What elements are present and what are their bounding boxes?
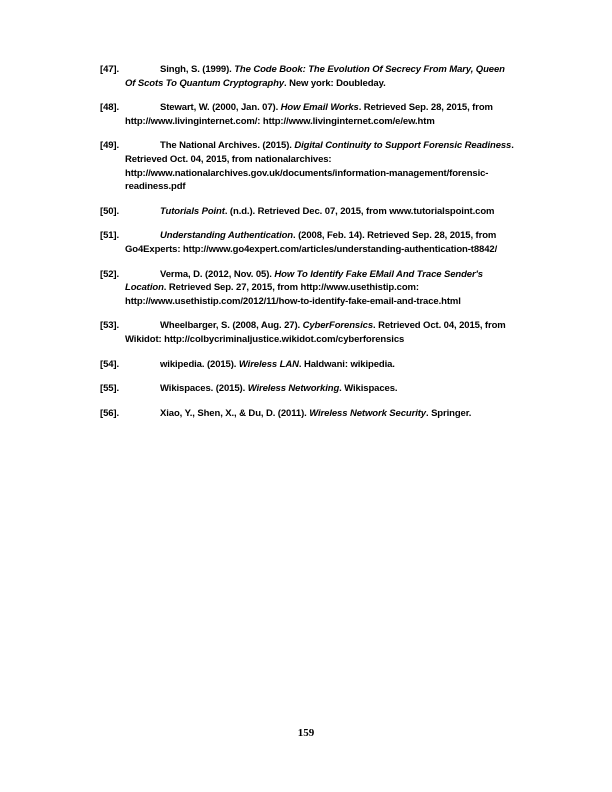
reference-title: The Code Book: The Evolution Of Secrecy From Mary, Queen Of Scots To Quantum Cryptography xyxy=(125,64,505,89)
reference-label: [48]. xyxy=(100,102,120,114)
reference-entry xyxy=(100,139,514,193)
reference-text: . Springer. xyxy=(425,407,472,419)
reference-entry xyxy=(100,205,514,219)
reference-text: Wikispaces. (2015). xyxy=(160,383,248,395)
reference-text: . Retrieved Sep. 28, 2015, from http://www.livinginternet.com/: http://www.livinginternet.com/e/ew.htm xyxy=(125,102,493,127)
reference-text: . (2008, Feb. 14). Retrieved Sep. 28, 2015, from Go4Experts: http://www.go4expert.com/articles/understanding-authentication-t8842/ xyxy=(125,230,498,255)
reference-text: . (n.d.). Retrieved Dec. 07, 2015, from www.tutorialspoint.com xyxy=(224,205,495,217)
reference-entry xyxy=(100,63,514,90)
reference-title: Understanding Authentication xyxy=(160,230,294,242)
reference-label: [55]. xyxy=(100,383,120,395)
reference-title: CyberForensics xyxy=(302,320,374,332)
reference-entry xyxy=(100,382,514,396)
reference-title: Tutorials Point xyxy=(160,205,225,217)
reference-text: . Retrieved Sep. 27, 2015, from http://www.usethistip.com: http://www.usethistip.com/2012/11/how-to-identify-fake-email-and-trace.html xyxy=(125,282,461,307)
reference-title: Wireless Networking xyxy=(247,383,340,395)
reference-title: How Email Works xyxy=(280,102,359,114)
reference-title: Wireless Network Security xyxy=(309,407,426,419)
reference-entry xyxy=(100,268,514,309)
reference-entry xyxy=(100,358,514,372)
reference-label: [54]. xyxy=(100,358,120,370)
reference-label: [51]. xyxy=(100,230,120,242)
reference-list xyxy=(100,63,514,431)
reference-text: Stewart, W. (2000, Jan. 07). xyxy=(160,102,281,114)
reference-text: . Haldwani: wikipedia. xyxy=(298,358,395,370)
reference-title: Wireless LAN xyxy=(238,358,299,370)
reference-text: Wheelbarger, S. (2008, Aug. 27). xyxy=(160,320,303,332)
reference-text: . Wikispaces. xyxy=(339,383,398,395)
reference-label: [53]. xyxy=(100,320,120,332)
reference-label: [52]. xyxy=(100,268,120,280)
page-number: 159 xyxy=(297,727,315,739)
reference-text: Xiao, Y., Shen, X., & Du, D. (2011). xyxy=(160,407,310,419)
reference-text: . New york: Doubleday. xyxy=(284,77,386,89)
reference-text: . Retrieved Oct. 04, 2015, from nationalarchives: http://www.nationalarchives.gov.uk/documents/information-management/forensic-readiness.pdf xyxy=(125,140,514,193)
reference-label: [56]. xyxy=(100,407,120,419)
reference-entry xyxy=(100,319,514,346)
reference-label: [49]. xyxy=(100,140,120,152)
reference-label: [47]. xyxy=(100,64,120,75)
reference-text: The National Archives. (2015). xyxy=(160,140,295,152)
reference-text: Singh, S. (1999). xyxy=(160,64,235,75)
reference-entry xyxy=(100,407,514,421)
reference-title: How To Identify Fake EMail And Trace Sender's Location xyxy=(125,268,483,294)
reference-entry xyxy=(100,101,514,128)
reference-text: . Retrieved Oct. 04, 2015, from Wikidot: http://colbycriminaljustice.wikidot.com/cyberforensics xyxy=(125,320,506,345)
reference-text: Verma, D. (2012, Nov. 05). xyxy=(160,268,275,280)
reference-text: wikipedia. (2015). xyxy=(160,358,239,370)
reference-entry xyxy=(100,229,514,256)
reference-title: Digital Continuity to Support Forensic Readiness xyxy=(294,140,512,152)
reference-label: [50]. xyxy=(100,205,120,217)
